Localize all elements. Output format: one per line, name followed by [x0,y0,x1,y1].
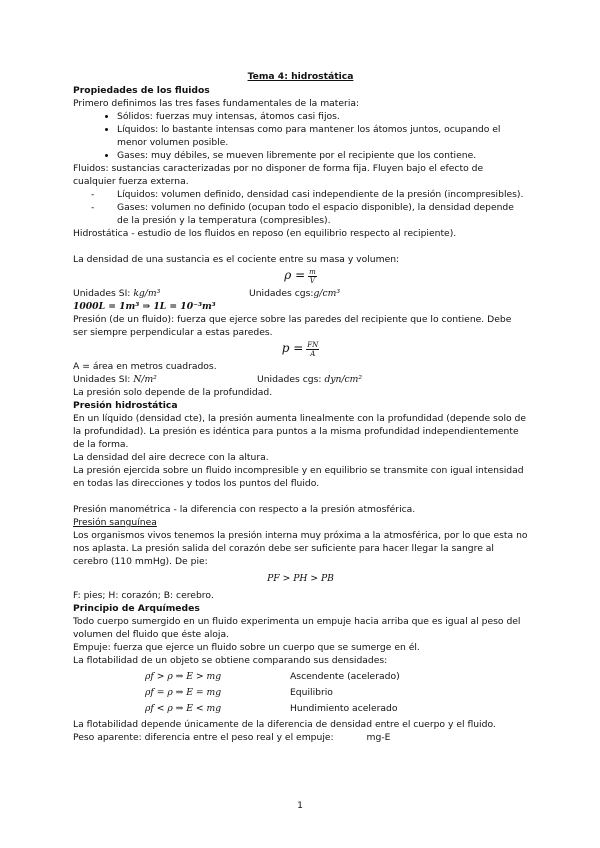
section-heading: Propiedades de los fluidos [73,85,210,96]
document-page [73,70,528,744]
paragraph: La presión ejercida sobre un fluido incompresible y en equilibrio se transmite con igual intensidad en todas las direcciones y todos los puntos del fluido. [73,465,524,489]
pressure-formula: p = $\frac{FN}{A}$ [281,341,319,358]
paragraph: A = área en metros cuadrados. [73,361,217,372]
paragraph: Empuje: fuerza que ejerce un fluido sobre un cuerpo que se sumerge en él. [73,642,420,653]
page-number: 1 [297,800,303,811]
paragraph: Los organismos vivos tenemos la presión interna muy próxima a la atmosférica, por lo que esta no nos aplasta. La presión salida del corazón debe ser suficiente para hacer llegar la sangre al cerebro (110 mmHg). De pie: [73,530,528,567]
section-heading: Presión hidrostática [73,400,178,411]
paragraph: F: pies; H: corazón; B: cerebro. [73,590,214,601]
density-formula: ρ = $\frac{m}{V}$ [284,268,316,285]
list-item: • Sólidos: fuerzas muy intensas, átomos casi fijos. [117,110,528,123]
list-item: • Líquidos: lo bastante intensas como para mantener los átomos juntos, ocupando el menor volumen posible. [117,123,528,149]
paragraph: Fluidos: sustancias caracterizadas por no disponer de forma fija. Fluyen bajo el efecto de cualquier fuerza externa. [73,163,484,187]
page-title: Tema 4: hidrostática [247,71,354,82]
paragraph: Peso aparente: diferencia entre el peso real y el empuje: mg-E [73,732,391,743]
phases-list [73,110,528,162]
list-item: - Líquidos: volumen definido, densidad casi independiente de la presión (incompresibles). [117,188,528,201]
paragraph: Presión manométrica - la diferencia con respecto a la presión atmosférica. [73,504,416,515]
list-item: - Gases: volumen no definido (ocupan todo el espacio disponible), la densidad depende de la presión y la temperatura (compresibles). [117,201,528,227]
paragraph: La flotabilidad de un objeto se obtiene comparando sus densidades: [73,655,388,666]
paragraph: La presión solo depende de la profundidad. [73,387,273,398]
pressure-inequality: PF > PH > PB [267,573,334,584]
buoyancy-condition: ρf = ρ ⇒ E = mg Equilibrio [145,687,333,698]
volume-equivalence: 1000L = 1m³ ⇒ 1L = 10⁻³m³ [73,301,216,312]
paragraph: Primero definimos las tres fases fundamentales de la materia: [73,98,360,109]
paragraph: La densidad del aire decrece con la altura. [73,452,269,463]
paragraph: Presión (de un fluido): fuerza que ejerce sobre las paredes del recipiente que lo contiene. Debe ser siempre perpendicular a estas paredes. [73,314,512,338]
paragraph: La flotabilidad depende únicamente de la diferencia de densidad entre el cuerpo y el fluido. [73,719,496,730]
paragraph: Hidrostática - estudio de los fluidos en reposo (en equilibrio respecto al recipiente). [73,228,457,239]
list-item: • Gases: muy débiles, se mueven libremente por el recipiente que los contiene. [117,149,528,162]
section-heading: Principio de Arquímedes [73,603,200,614]
buoyancy-condition: ρf < ρ ⇒ E < mg Hundimiento acelerado [145,703,398,714]
density-units: Unidades SI: kg/m³ Unidades cgs:g/cm³ [73,288,341,299]
pressure-units: Unidades SI: N/m² Unidades cgs: dyn/cm² [73,374,363,385]
paragraph: Todo cuerpo sumergido en un fluido experimenta un empuje hacia arriba que es igual al peso del volumen del fluido que éste aloja. [73,616,521,640]
buoyancy-condition: ρf > ρ ⇒ E > mg Ascendente (acelerado) [145,671,400,682]
fluid-types-list [73,188,528,227]
paragraph: La densidad de una sustancia es el cociente entre su masa y volumen: [73,254,400,265]
paragraph: En un líquido (densidad cte), la presión aumenta linealmente con la profundidad (depende solo de la profundidad). La presión es idéntica para puntos a la misma profundidad independientemente de la forma. [73,413,527,450]
section-heading: Presión sanguínea [73,517,157,528]
